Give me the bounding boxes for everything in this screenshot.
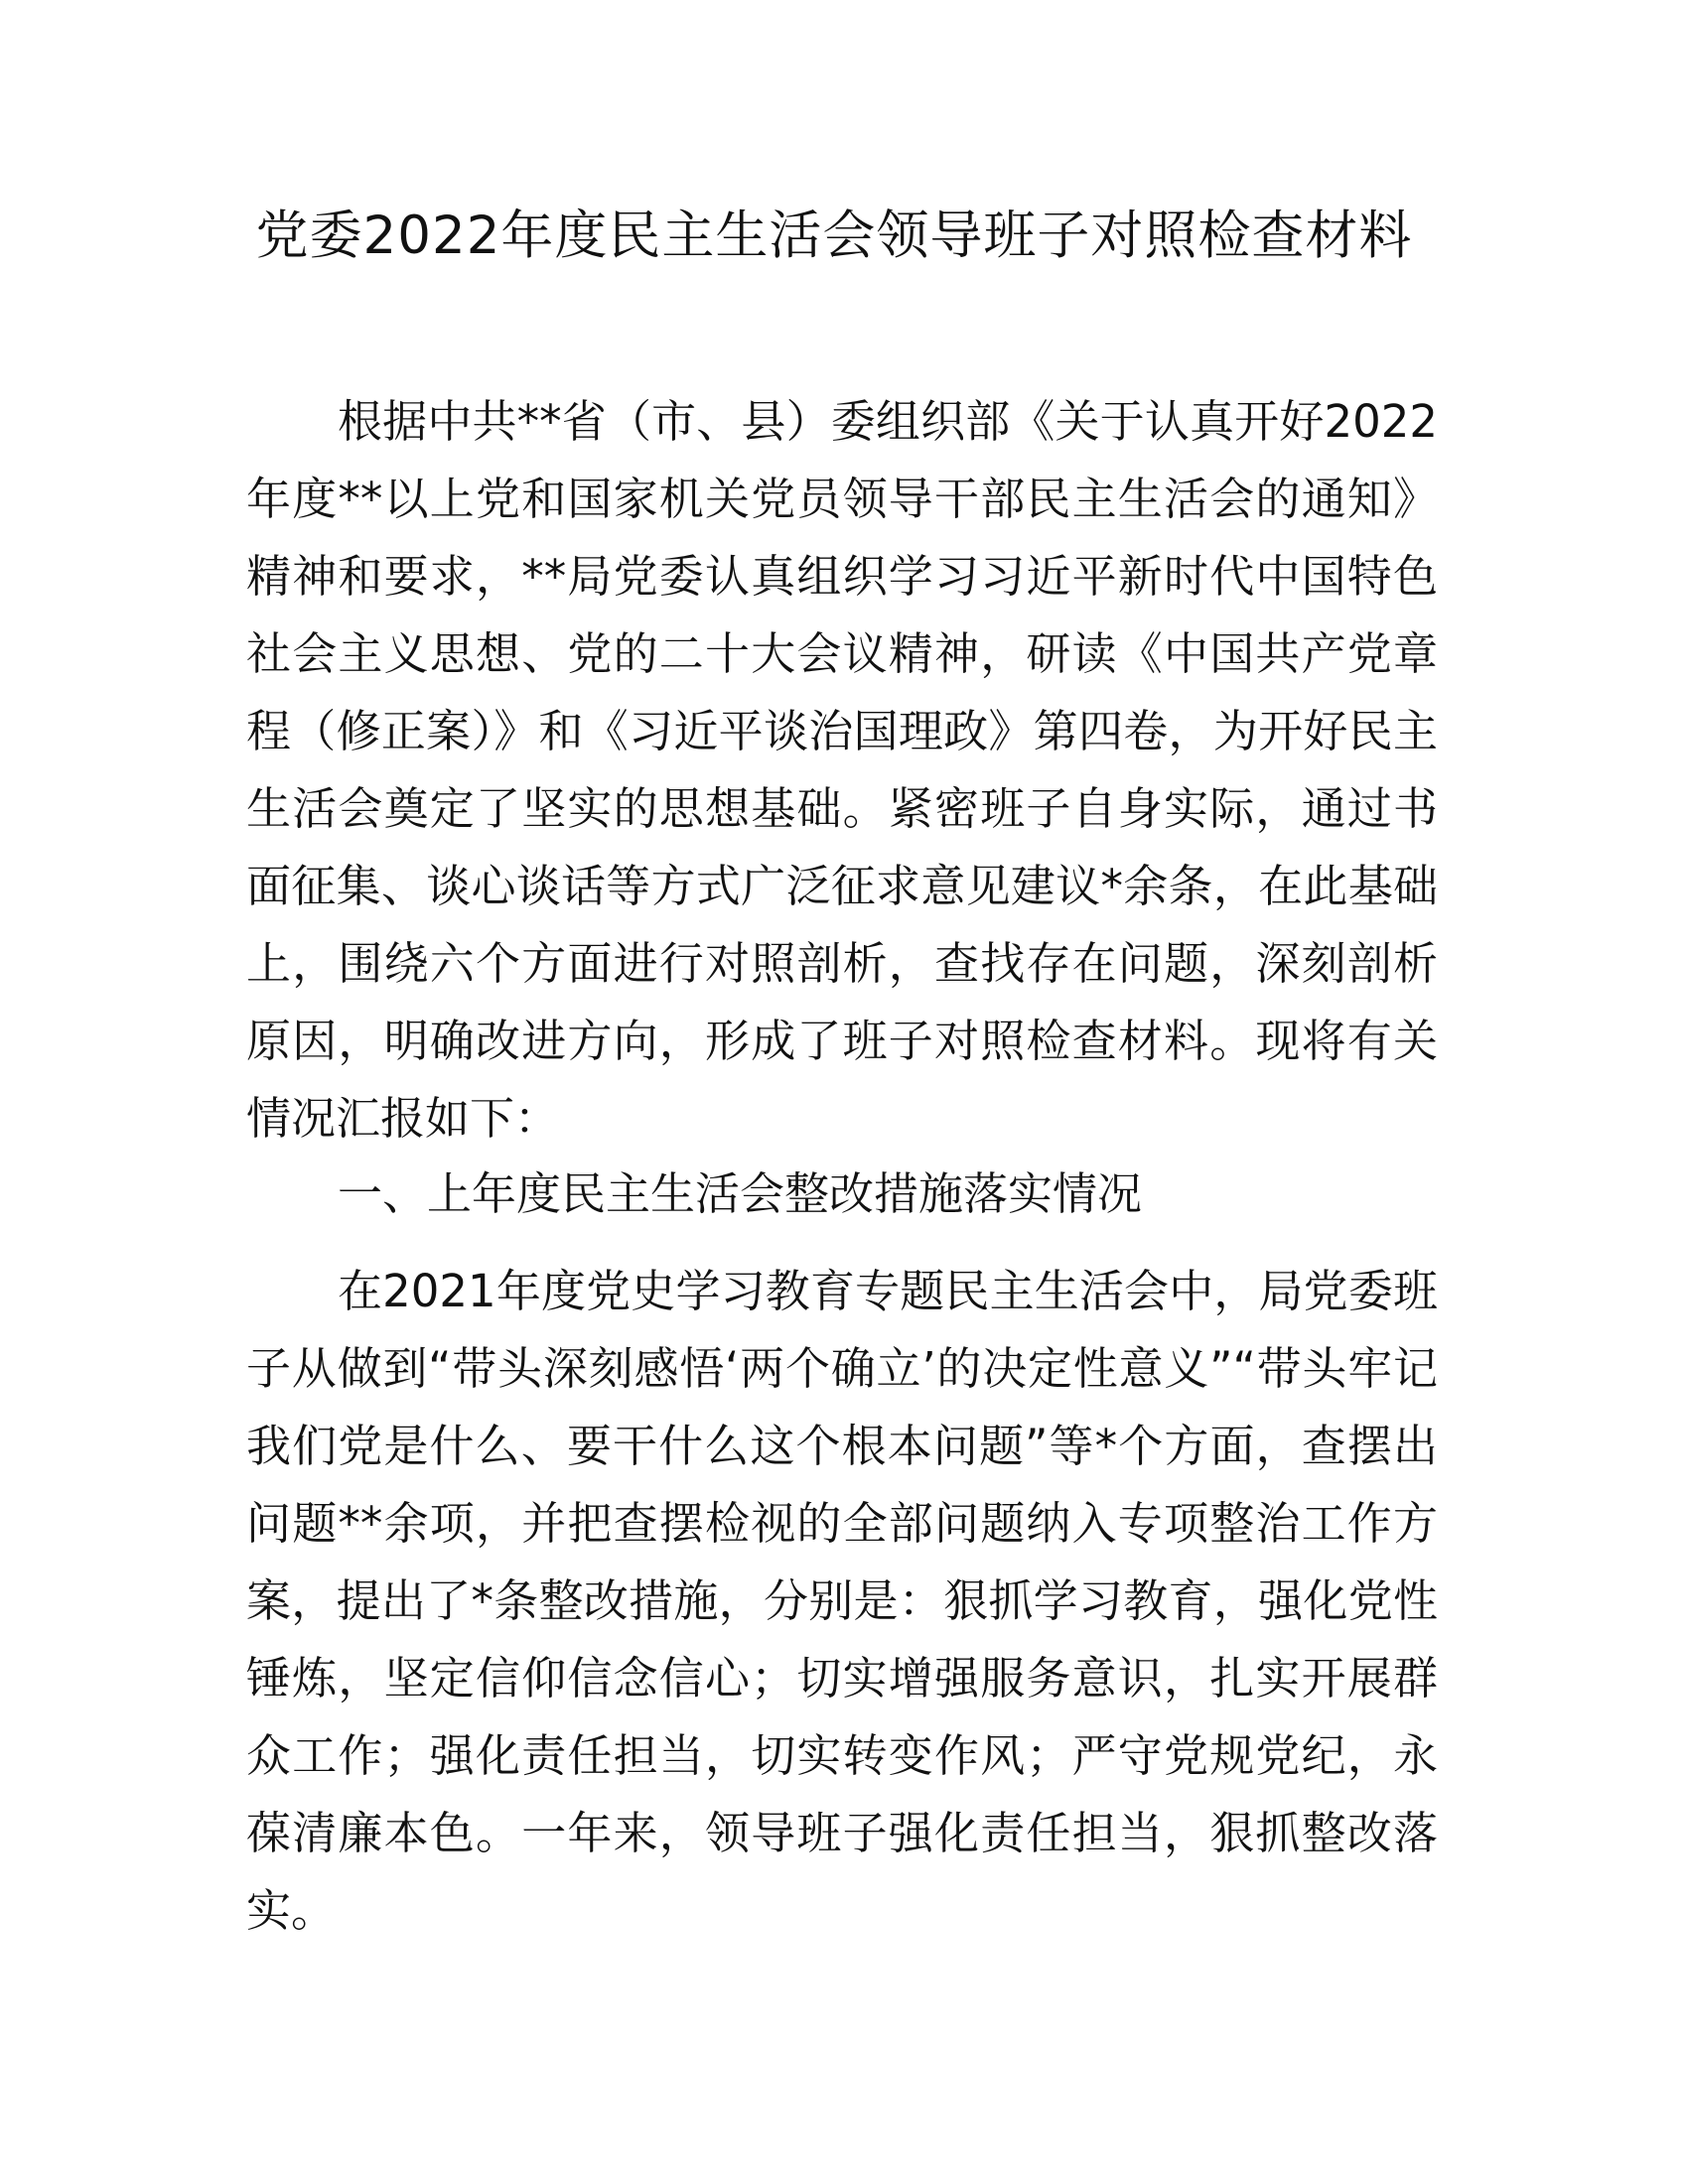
intro-paragraph: 根据中共**省（市、县）委组织部《关于认真开好2022年度**以上党和国家机关党员领导干部民主生活会的通知》精神和要求，**局党委认真组织学习习近平新时代中国特色社会主义思想、党的二十大会议精神，研读《中国共产党章程（修正案）》和《习近平谈治国理政》第四卷，为开好民主生活会奠定了坚实的思想基础。紧密班子自身实际，通过书面征集、谈心谈话等方式广泛征求意见建议*余条，在此基础上，围绕六个方面进行对照剖析，查找存在问题，深刻剖析原因，明确改进方向，形成了班子对照检查材料。现将有关情况汇报如下：	[246, 395, 1438, 1145]
document-title: 党委2022年度民主生活会领导班子对照检查材料	[255, 205, 1413, 266]
section-heading-1: 一、上年度民主生活会整改措施落实情况	[338, 1167, 1143, 1220]
section-1-paragraph: 在2021年度党史学习教育专题民主生活会中，局党委班子从做到“带头深刻感悟‘两个确立’的决定性意义”“带头牢记我们党是什么、要干什么这个根本问题”等*个方面，查摆出问题**余项，并把查摆检视的全部问题纳入专项整治工作方案，提出了*条整改措施，分别是：狠抓学习教育，强化党性锤炼，坚定信仰信念信心；切实增强服务意识，扎实开展群众工作；强化责任担当，切实转变作风；严守党规党纪，永葆清廉本色。一年来，领导班子强化责任担当，狠抓整改落实。	[246, 1265, 1438, 1937]
